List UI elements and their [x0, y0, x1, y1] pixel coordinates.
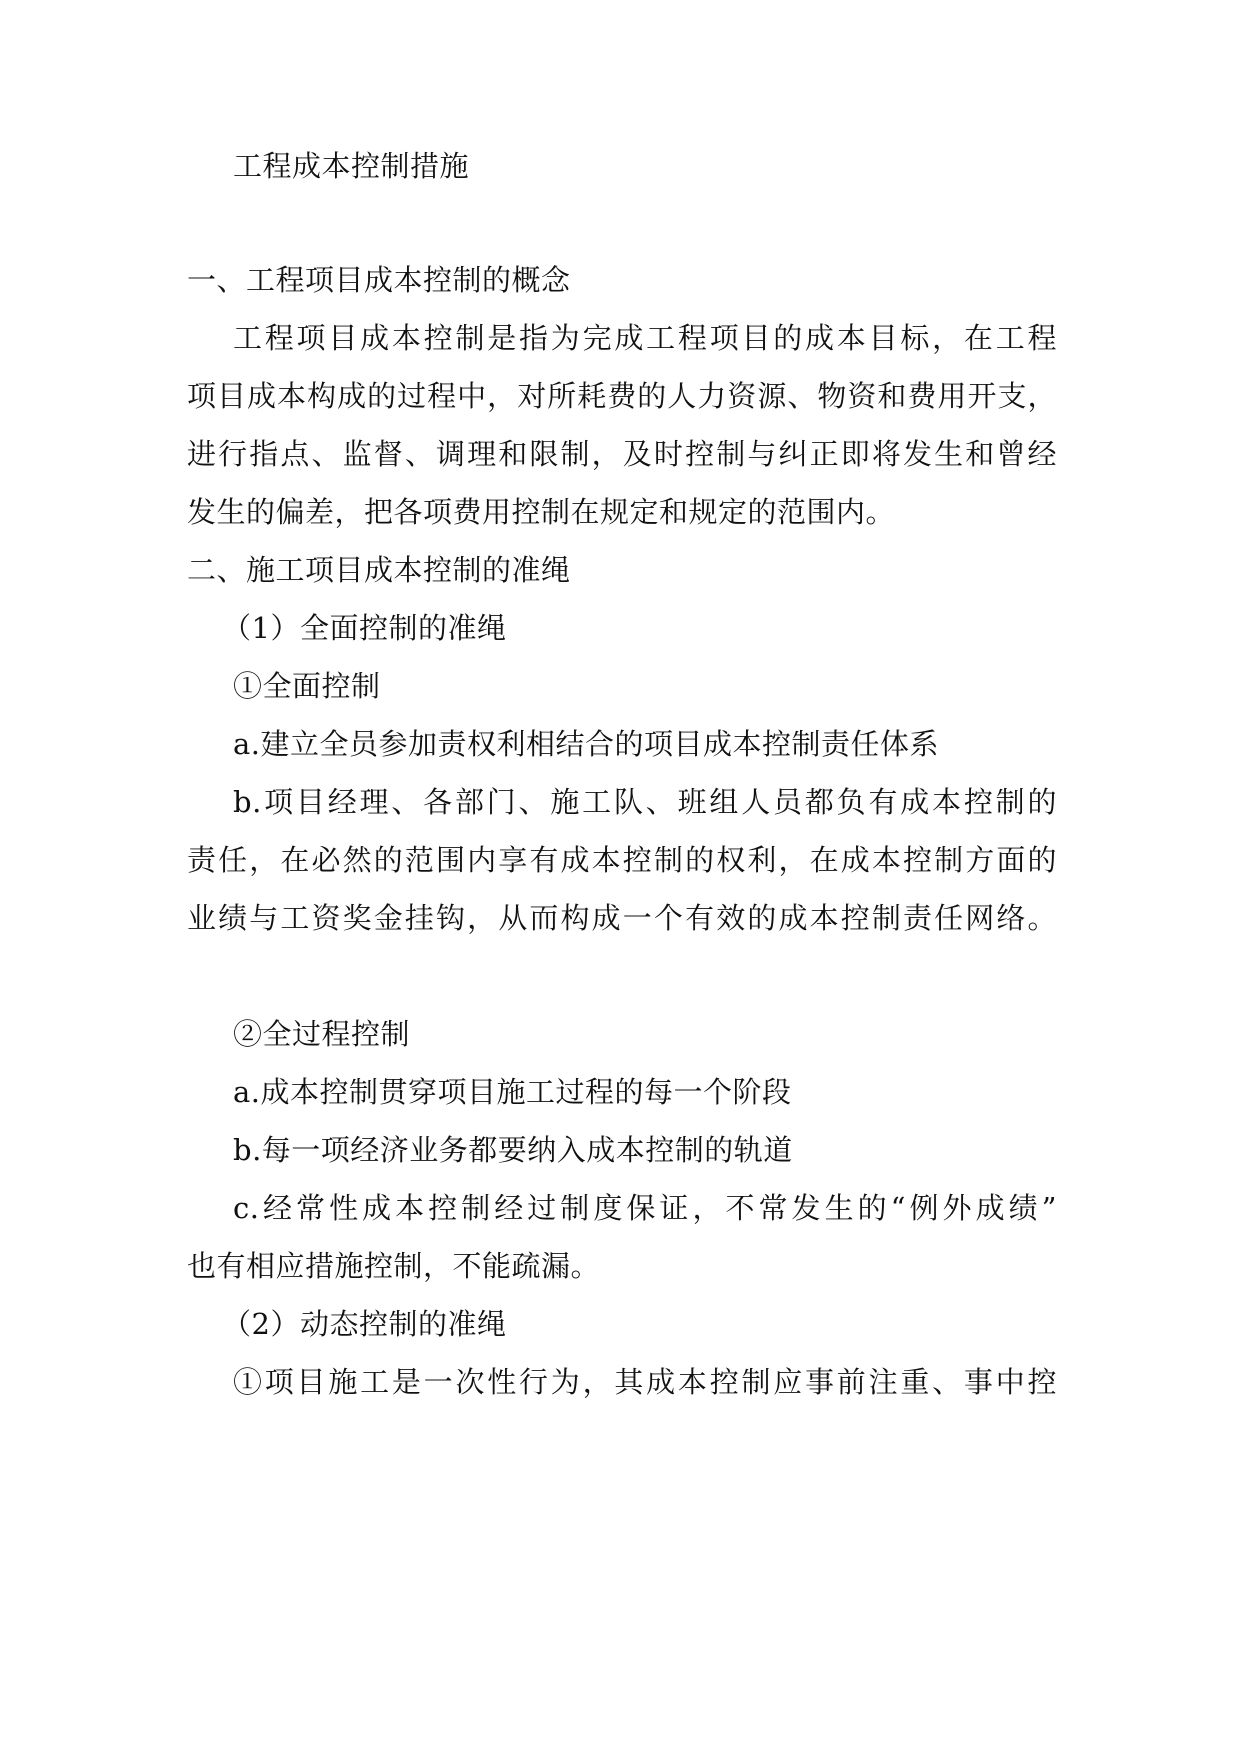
paragraph-line: 业绩与工资奖金挂钩，从而构成一个有效的成本控制责任网络。 [187, 901, 1057, 935]
subsection-heading: （1）全面控制的准绳 [222, 611, 507, 645]
paragraph-line: 进行指点、监督、调理和限制，及时控制与纠正即将发生和曾经 [187, 437, 1057, 471]
item-heading: ①项目施工是一次性行为，其成本控制应事前注重、事中控 [233, 1365, 1057, 1399]
section-heading-2: 二、施工项目成本控制的准绳 [187, 553, 571, 587]
paragraph-line: 工程项目成本控制是指为完成工程项目的成本目标，在工程 [233, 321, 1057, 355]
paragraph-line: 发生的偏差，把各项费用控制在规定和规定的范围内。 [187, 495, 896, 529]
section-heading-1: 一、工程项目成本控制的概念 [187, 263, 571, 297]
item-heading: ②全过程控制 [233, 1017, 411, 1051]
item-heading: ①全面控制 [233, 669, 381, 703]
list-item: c.经常性成本控制经过制度保证，不常发生的“例外成绩” [233, 1191, 1057, 1225]
document-title: 工程成本控制措施 [233, 149, 470, 183]
paragraph-line: 项目成本构成的过程中，对所耗费的人力资源、物资和费用开支， [187, 379, 1057, 413]
subsection-heading: （2）动态控制的准绳 [222, 1307, 507, 1341]
list-item: b.项目经理、各部门、施工队、班组人员都负有成本控制的 [233, 785, 1057, 819]
paragraph-line: 也有相应措施控制，不能疏漏。 [187, 1249, 601, 1283]
paragraph-line: 责任，在必然的范围内享有成本控制的权利，在成本控制方面的 [187, 843, 1057, 877]
list-item: b.每一项经济业务都要纳入成本控制的轨道 [233, 1133, 793, 1167]
list-item: a.建立全员参加责权利相结合的项目成本控制责任体系 [233, 727, 940, 761]
list-item: a.成本控制贯穿项目施工过程的每一个阶段 [233, 1075, 792, 1109]
